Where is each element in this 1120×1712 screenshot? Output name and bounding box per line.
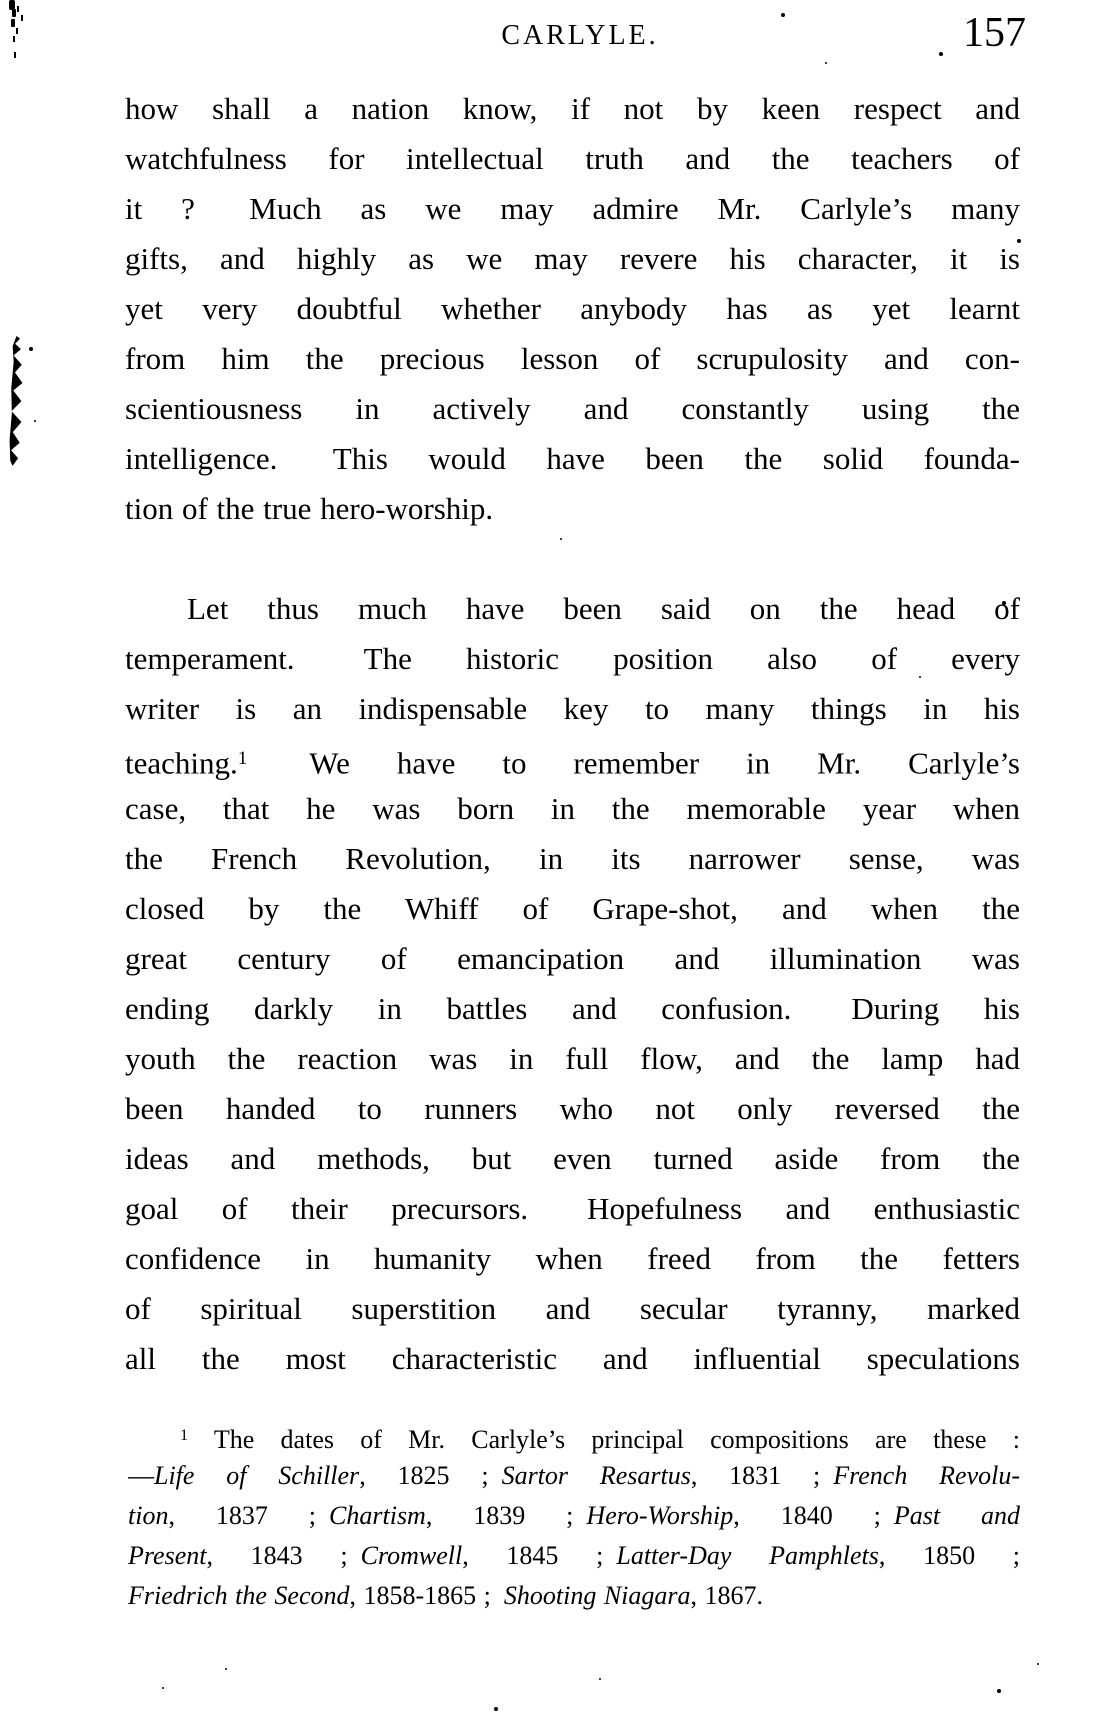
text-line: closed by the Whiff of Grape-shot, and when the bbox=[125, 891, 1020, 926]
text-segment: We have to remember in Mr. Carlyle’s bbox=[247, 745, 1020, 781]
text-line: confidence in humanity when freed from the fetters bbox=[125, 1241, 1020, 1276]
text-segment: , 1867. bbox=[690, 1581, 764, 1610]
italic-title: Hero-Worship bbox=[586, 1501, 734, 1530]
text-line: the French Revolution, in its narrower sense, was bbox=[125, 841, 1020, 876]
text-segment: — bbox=[128, 1461, 154, 1490]
text-segment: , 1845 ; bbox=[462, 1541, 617, 1570]
italic-title: Cromwell bbox=[360, 1541, 463, 1570]
italic-title: tion bbox=[128, 1501, 169, 1530]
text-line: it ? Much as we may admire Mr. Carlyle’s many bbox=[125, 191, 1020, 226]
text-line: goal of their precursors. Hopefulness and enthusiastic bbox=[125, 1191, 1020, 1226]
text-line: from him the precious lesson of scrupulosity and con- bbox=[125, 341, 1020, 376]
text-line: case, that he was born in the memorable year when bbox=[125, 791, 1020, 826]
text-segment: , 1831 ; bbox=[690, 1461, 834, 1490]
italic-title: Sartor Resartus bbox=[501, 1461, 691, 1490]
text-line: how shall a nation know, if not by keen respect and bbox=[125, 91, 1020, 126]
text-line: great century of emancipation and illumination was bbox=[125, 941, 1020, 976]
italic-title: Latter-Day Pamphlets bbox=[616, 1541, 879, 1570]
text-segment: , 1837 ; bbox=[168, 1501, 330, 1530]
running-header: CARLYLE. bbox=[501, 20, 659, 51]
text-line: scientiousness in actively and constantly using the bbox=[125, 391, 1020, 426]
paragraph bbox=[125, 584, 1020, 1384]
text-line: writer is an indispensable key to many things in his bbox=[125, 691, 1020, 726]
italic-title: Life of Schiller bbox=[154, 1461, 360, 1490]
text-segment: teaching. bbox=[125, 745, 238, 781]
footnote-line bbox=[128, 1576, 1020, 1616]
text-segment: , 1850 ; bbox=[878, 1541, 1020, 1570]
scan-artifact-smudge bbox=[8, 336, 23, 466]
page-body bbox=[125, 84, 1020, 1384]
scan-artifact-blob bbox=[9, 0, 15, 10]
text-segment: The dates of Mr. Carlyle’s principal compositions are these : bbox=[188, 1425, 1020, 1455]
text-line: temperament. The historic position also of every bbox=[125, 641, 1020, 676]
text-line: all the most characteristic and influential speculations bbox=[125, 1341, 1020, 1376]
page-number: 157 bbox=[963, 10, 1026, 56]
text-segment: , 1858-1865 ; bbox=[349, 1581, 504, 1610]
text-segment: , 1840 ; bbox=[733, 1501, 894, 1530]
text-segment: , 1843 ; bbox=[206, 1541, 361, 1570]
text-line: tion of the true hero-worship. bbox=[125, 491, 494, 526]
footnote-reference: 1 bbox=[180, 1427, 189, 1444]
text-line: Let thus much have been said on the head of bbox=[187, 591, 1020, 626]
text-line: ending darkly in battles and confusion. During his bbox=[125, 991, 1020, 1026]
text-line: youth the reaction was in full flow, and the lamp had bbox=[125, 1041, 1020, 1076]
text-line: gifts, and highly as we may revere his character, it is bbox=[125, 241, 1020, 276]
text-line: of spiritual superstition and secular tyranny, marked bbox=[125, 1291, 1020, 1326]
footnote-line bbox=[128, 1416, 1020, 1456]
text-line: intelligence. This would have been the solid founda- bbox=[125, 441, 1020, 476]
scan-artifact-specks bbox=[0, 0, 2, 2]
paragraph bbox=[125, 84, 1020, 534]
italic-title: Present bbox=[128, 1541, 207, 1570]
italic-title: French Revolu- bbox=[833, 1461, 1020, 1490]
italic-title: Past and bbox=[893, 1501, 1020, 1530]
text-line: yet very doubtful whether anybody has as yet learnt bbox=[125, 291, 1020, 326]
footnote-line bbox=[128, 1536, 1020, 1576]
italic-title: Shooting Niagara bbox=[503, 1581, 691, 1610]
text-segment: , 1839 ; bbox=[425, 1501, 587, 1530]
italic-title: Chartism bbox=[329, 1501, 426, 1530]
text-line: watchfulness for intellectual truth and the teachers of bbox=[125, 141, 1020, 176]
text-line: ideas and methods, but even turned aside from the bbox=[125, 1141, 1020, 1176]
footnote bbox=[128, 1416, 1020, 1616]
text-line bbox=[125, 734, 1020, 784]
text-segment: , 1825 ; bbox=[359, 1461, 502, 1490]
footnote-line bbox=[128, 1456, 1020, 1496]
text-line: been handed to runners who not only reversed the bbox=[125, 1091, 1020, 1126]
italic-title: Friedrich the Second bbox=[128, 1581, 350, 1610]
footnote-reference: 1 bbox=[237, 748, 248, 769]
footnote-line bbox=[128, 1496, 1020, 1536]
